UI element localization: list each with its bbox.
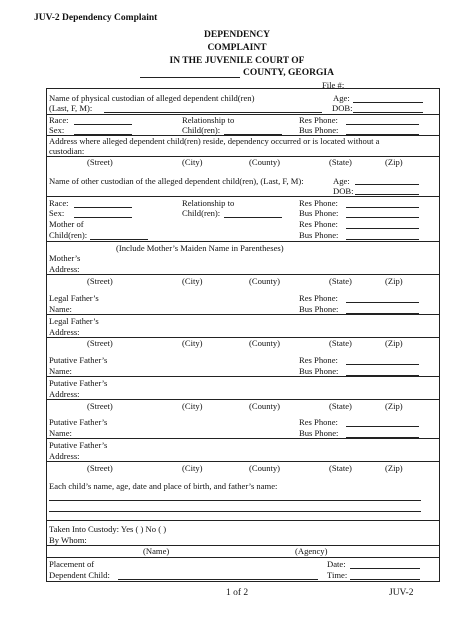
other-race-field[interactable] <box>74 207 132 208</box>
putative-father-address-label-2: Address: <box>49 389 80 399</box>
state-label: (State) <box>329 157 352 167</box>
other-sex-label: Sex: <box>49 208 65 218</box>
child-info-line-1[interactable] <box>49 500 421 501</box>
file-number-label: File #: <box>322 80 345 90</box>
other-dob-label: DOB: <box>333 186 354 196</box>
divider <box>46 241 440 242</box>
zip-label: (Zip) <box>385 338 403 348</box>
street-label: (Street) <box>87 338 113 348</box>
placement-time-field[interactable] <box>350 579 420 580</box>
legal-res-phone-field[interactable] <box>346 302 419 303</box>
mother-address-label: Mother’s <box>49 253 81 263</box>
taken-into-custody-label: Taken Into Custody: Yes ( ) No ( ) <box>49 524 167 534</box>
placement-date-field[interactable] <box>350 568 420 569</box>
putative-father-address-field[interactable] <box>46 399 440 400</box>
county-label: (County) <box>249 401 281 411</box>
putative2-bus-phone-field[interactable] <box>346 437 419 438</box>
city-label: (City) <box>182 157 203 167</box>
putative2-father-name-label: Putative Father’s <box>49 417 108 427</box>
custodian-age-field[interactable] <box>353 102 423 103</box>
street-label: (Street) <box>87 276 113 286</box>
custodian-relationship-label: Relationship to <box>182 115 235 125</box>
title-complaint: COMPLAINT <box>207 43 267 53</box>
putative-bus-phone-field[interactable] <box>346 375 419 376</box>
city-label: (City) <box>182 463 203 473</box>
maiden-name-note: (Include Mother’s Maiden Name in Parentheses) <box>116 243 284 253</box>
putative2-father-name-field[interactable] <box>46 438 440 439</box>
putative2-bus-phone-label: Bus Phone: <box>299 428 339 438</box>
mother-bus-phone-field[interactable] <box>346 239 419 240</box>
mother-children-field[interactable] <box>90 239 148 240</box>
mother-res-phone-label: Res Phone: <box>299 219 338 229</box>
other-res-phone-label: Res Phone: <box>299 198 338 208</box>
other-dob-field[interactable] <box>355 194 419 195</box>
state-label: (State) <box>329 338 352 348</box>
custodian-lfm-label: (Last, F, M): <box>49 103 93 113</box>
custodian-age-label: Age: <box>333 93 350 103</box>
mother-res-phone-field[interactable] <box>346 228 419 229</box>
custody-address-label-2: custodian: <box>49 146 85 156</box>
legal-father-address-label: Legal Father’s <box>49 316 99 326</box>
county-blank-line[interactable] <box>140 77 240 78</box>
other-children-label: Child(ren): <box>182 208 221 218</box>
placement-time-label: Time: <box>327 570 348 580</box>
street-label: (Street) <box>87 157 113 167</box>
state-label: (State) <box>329 463 352 473</box>
placement-label: Placement of <box>49 559 95 569</box>
title-dependency: DEPENDENCY <box>204 30 270 40</box>
divider <box>46 557 440 558</box>
putative-father-address-label: Putative Father’s <box>49 378 108 388</box>
other-res-phone-field[interactable] <box>346 207 419 208</box>
putative-bus-phone-label: Bus Phone: <box>299 366 339 376</box>
mother-of-label: Mother of <box>49 219 84 229</box>
legal-father-name-label-2: Name: <box>49 304 72 314</box>
child-info-line-2[interactable] <box>49 511 421 512</box>
legal-father-name-field[interactable] <box>46 314 440 315</box>
divider <box>46 196 440 197</box>
form-title: JUV-2 Dependency Complaint <box>34 13 158 23</box>
custodian-name-label: Name of physical custodian of alleged dependent child(ren) <box>49 93 255 103</box>
by-whom-label: By Whom: <box>49 535 87 545</box>
divider <box>46 520 440 521</box>
putative2-father-address-label: Putative Father’s <box>49 440 108 450</box>
other-bus-phone-field[interactable] <box>346 217 419 218</box>
legal-father-address-label-2: Address: <box>49 327 80 337</box>
mother-address-field[interactable] <box>46 274 440 275</box>
placement-label-2: Dependent Child: <box>49 570 110 580</box>
putative-father-name-field[interactable] <box>46 376 440 377</box>
other-age-label: Age: <box>333 176 350 186</box>
custody-name-label: (Name) <box>143 546 170 556</box>
mother-children-label: Child(ren): <box>49 230 88 240</box>
custodian-children-label: Child(ren): <box>182 125 221 135</box>
custodian-res-phone-label: Res Phone: <box>299 115 338 125</box>
other-bus-phone-label: Bus Phone: <box>299 208 339 218</box>
form-id: JUV-2 <box>389 588 414 598</box>
mother-bus-phone-label: Bus Phone: <box>299 230 339 240</box>
putative-res-phone-label: Res Phone: <box>299 355 338 365</box>
zip-label: (Zip) <box>385 463 403 473</box>
county-label: (County) <box>249 338 281 348</box>
other-sex-field[interactable] <box>74 217 132 218</box>
zip-label: (Zip) <box>385 401 403 411</box>
putative2-father-address-field[interactable] <box>46 461 440 462</box>
custodian-sex-label: Sex: <box>49 125 65 135</box>
custodian-res-phone-field[interactable] <box>346 124 419 125</box>
other-relationship-field[interactable] <box>224 217 282 218</box>
county-georgia: COUNTY, GEORGIA <box>243 68 334 78</box>
legal-res-phone-label: Res Phone: <box>299 293 338 303</box>
putative-res-phone-field[interactable] <box>346 364 419 365</box>
city-label: (City) <box>182 338 203 348</box>
child-info-label: Each child’s name, age, date and place of birth, and father’s name: <box>49 481 278 491</box>
custody-address-label: Address where alleged dependent child(ren) reside, dependency occurred or is located without a <box>49 136 380 146</box>
city-label: (City) <box>182 401 203 411</box>
custody-agency-label: (Agency) <box>295 546 328 556</box>
custodian-name-field[interactable] <box>104 112 322 113</box>
page-number: 1 of 2 <box>226 588 249 598</box>
custodian-race-field[interactable] <box>74 124 132 125</box>
zip-label: (Zip) <box>385 157 403 167</box>
other-relationship-label: Relationship to <box>182 198 235 208</box>
custodian-race-label: Race: <box>49 115 69 125</box>
street-label: (Street) <box>87 401 113 411</box>
zip-label: (Zip) <box>385 276 403 286</box>
putative2-father-address-label-2: Address: <box>49 451 80 461</box>
other-race-label: Race: <box>49 198 69 208</box>
county-label: (County) <box>249 463 281 473</box>
title-court: IN THE JUVENILE COURT OF <box>169 56 305 66</box>
state-label: (State) <box>329 276 352 286</box>
legal-bus-phone-label: Bus Phone: <box>299 304 339 314</box>
custodian-bus-phone-label: Bus Phone: <box>299 125 339 135</box>
legal-father-name-label: Legal Father’s <box>49 293 99 303</box>
putative2-res-phone-field[interactable] <box>346 426 419 427</box>
by-whom-field[interactable] <box>46 545 440 546</box>
putative-father-name-label: Putative Father’s <box>49 355 108 365</box>
street-label: (Street) <box>87 463 113 473</box>
other-age-field[interactable] <box>355 184 419 185</box>
putative2-res-phone-label: Res Phone: <box>299 417 338 427</box>
legal-bus-phone-field[interactable] <box>346 313 419 314</box>
putative2-father-name-label-2: Name: <box>49 428 72 438</box>
county-label: (County) <box>249 276 281 286</box>
placement-field[interactable] <box>118 579 318 580</box>
custodian-dob-field[interactable] <box>353 112 423 113</box>
other-custodian-name-label: Name of other custodian of the alleged dependent child(ren), (Last, F, M): <box>49 176 304 186</box>
custodian-dob-label: DOB: <box>332 103 353 113</box>
mother-address-label-2: Address: <box>49 264 80 274</box>
state-label: (State) <box>329 401 352 411</box>
placement-date-label: Date: <box>327 559 346 569</box>
city-label: (City) <box>182 276 203 286</box>
putative-father-name-label-2: Name: <box>49 366 72 376</box>
divider <box>46 114 440 115</box>
county-label: (County) <box>249 157 281 167</box>
